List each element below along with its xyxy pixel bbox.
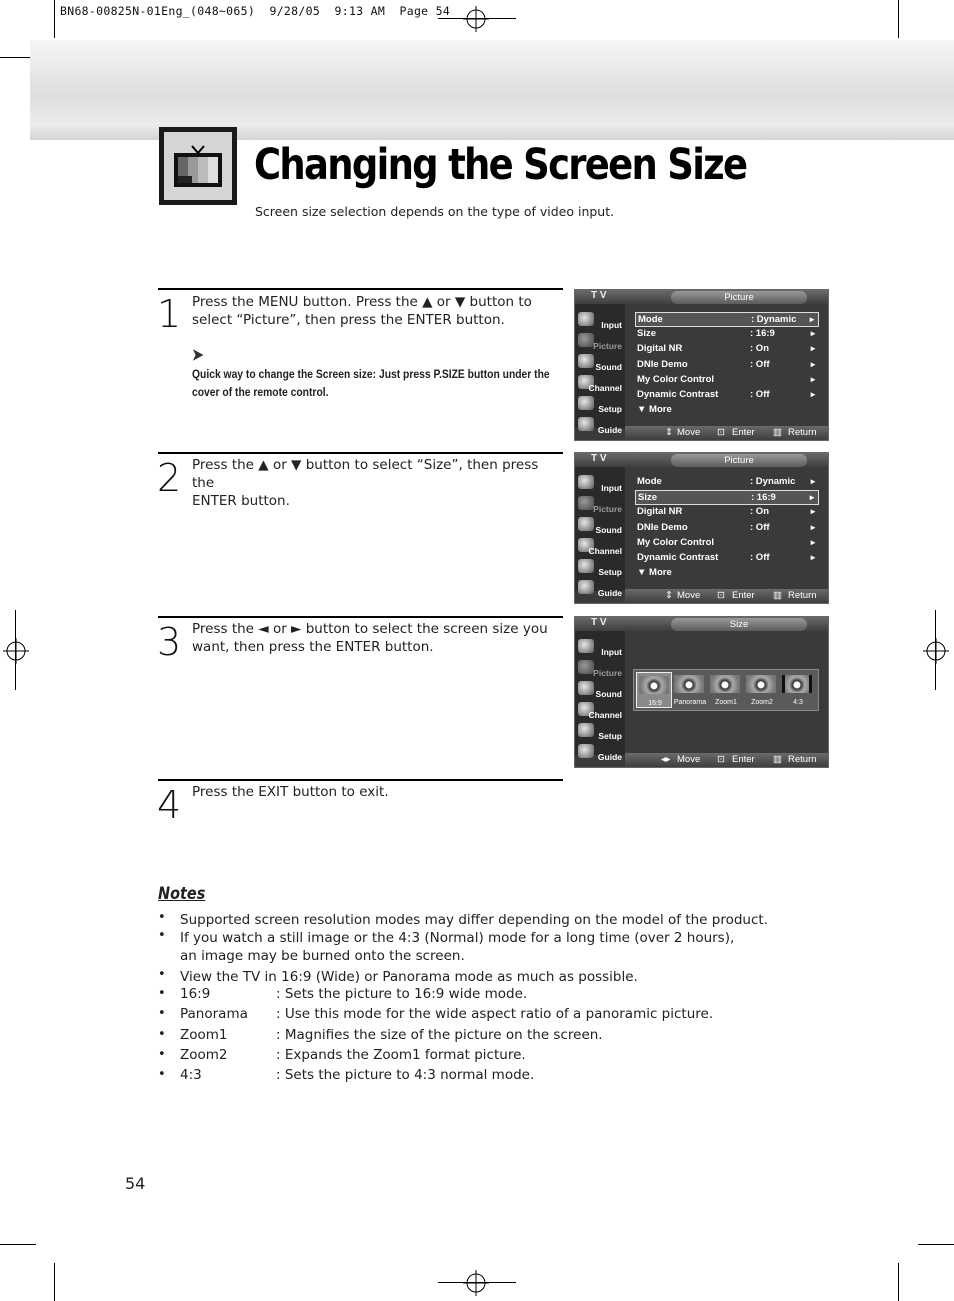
osd-picture-menu-size <box>574 452 829 604</box>
osd-side-item-sound: Sound <box>575 679 625 699</box>
tip-note <box>192 347 550 401</box>
step-line: Press the MENU button. Press the ▲ or ▼ button to <box>192 294 532 310</box>
print-header: BN68-00825N-01Eng_(048~065) 9/28/05 9:13 AM Page 54 <box>60 4 451 18</box>
updown-icon: ⇕ <box>665 590 673 601</box>
size-option-zoom1: Zoom1 <box>708 672 744 708</box>
bullet-icon: • <box>158 1067 166 1082</box>
enter-icon: ⊡ <box>717 590 725 601</box>
osd-row-mode: Mode : Dynamic ► <box>637 476 817 487</box>
return-icon: ▥ <box>773 754 782 765</box>
osd-row-my-color-control: My Color Control ► <box>637 536 817 548</box>
osd-side-item-picture: Picture <box>575 331 625 351</box>
osd-bottombar: ◂▸ Move ⊡ Enter ▥ Return <box>625 753 829 767</box>
osd-row-more: ▼ More <box>637 567 672 579</box>
osd-row-size: Size : 16:9 ► <box>635 490 819 505</box>
input-icon <box>578 639 594 653</box>
size-option-zoom2: Zoom2 <box>744 672 780 708</box>
flower-thumbnail-icon <box>746 675 776 693</box>
osd-menu-rows <box>635 475 819 581</box>
osd-side-item-setup: Setup <box>575 721 625 741</box>
step-instruction <box>192 293 560 329</box>
osd-side-item-input: Input <box>575 310 625 330</box>
osd-side-item-guide: Guide <box>575 415 625 435</box>
return-icon: ▥ <box>773 590 782 601</box>
osd-sidebar <box>575 631 625 762</box>
setup-icon <box>578 396 594 410</box>
osd-row-mode: Mode : Dynamic ► <box>635 312 819 327</box>
osd-side-item-guide: Guide <box>575 742 625 762</box>
osd-size-options <box>633 669 819 711</box>
flower-thumbnail-icon <box>710 675 740 693</box>
picture-icon <box>578 496 594 510</box>
flower-thumbnail-icon <box>674 675 704 693</box>
input-icon <box>578 312 594 326</box>
crop-mark <box>54 1263 55 1301</box>
step-instruction <box>192 620 560 656</box>
osd-menu-title: Size <box>671 618 807 631</box>
guide-icon <box>578 744 594 758</box>
guide-icon <box>578 417 594 431</box>
crop-mark <box>918 1244 954 1245</box>
registration-mark-icon <box>463 1270 489 1296</box>
step-line: Press the ◄ or ► button to select the screen size you <box>192 621 548 637</box>
page-title: Changing the Screen Size <box>254 140 747 190</box>
step-number: 1 <box>157 292 182 336</box>
registration-mark-icon <box>3 638 29 664</box>
step-divider <box>158 616 563 618</box>
page-subtitle: Screen size selection depends on the type of video input. <box>255 204 615 219</box>
step-line: ENTER button. <box>192 493 290 509</box>
osd-side-item-channel: Channel <box>575 536 625 556</box>
enter-icon: ⊡ <box>717 427 725 438</box>
bullet-icon: • <box>158 1027 166 1042</box>
osd-side-item-sound: Sound <box>575 352 625 372</box>
arrow-right-icon: ➤ <box>192 347 204 364</box>
osd-side-item-picture: Picture <box>575 494 625 514</box>
tip-line: Quick way to change the Screen size: Just press P.SIZE button under the <box>192 367 550 381</box>
osd-side-item-setup: Setup <box>575 394 625 414</box>
crop-mark <box>54 0 55 38</box>
osd-side-item-guide: Guide <box>575 578 625 598</box>
osd-tv-label: T V <box>591 290 607 301</box>
bullet-icon: • <box>158 967 166 982</box>
registration-mark-icon <box>923 638 949 664</box>
sound-icon <box>578 681 594 695</box>
osd-bottombar: ⇕ Move ⊡ Enter ▥ Return <box>625 426 829 440</box>
osd-menu-rows <box>635 312 819 418</box>
crop-mark <box>898 1263 899 1301</box>
setup-icon <box>578 723 594 737</box>
flower-thumbnail-icon <box>639 676 669 694</box>
osd-row-digital-nr: Digital NR : On ► <box>637 506 817 518</box>
step-line: want, then press the ENTER button. <box>192 639 434 655</box>
osd-tv-label: T V <box>591 453 607 464</box>
osd-side-item-input: Input <box>575 637 625 657</box>
registration-mark-icon <box>463 6 489 32</box>
leftright-icon: ◂▸ <box>661 754 671 765</box>
osd-row-dynamic-contrast: Dynamic Contrast : Off ► <box>637 551 817 563</box>
size-option-panorama: Panorama <box>672 672 708 708</box>
step-line: select “Picture”, then press the ENTER button. <box>192 312 505 328</box>
osd-sidebar <box>575 304 625 435</box>
bullet-icon: • <box>158 928 166 943</box>
osd-side-item-channel: Channel <box>575 373 625 393</box>
step-divider <box>158 288 563 290</box>
sound-icon <box>578 517 594 531</box>
step-number: 4 <box>157 783 182 827</box>
osd-bottombar: ⇕ Move ⊡ Enter ▥ Return <box>625 589 829 603</box>
bullet-icon: • <box>158 986 166 1001</box>
osd-row-size: Size : 16:9 ► <box>637 328 817 340</box>
size-option-4-3: 4:3 <box>780 672 816 708</box>
guide-icon <box>578 580 594 594</box>
sound-icon <box>578 354 594 368</box>
step-divider <box>158 452 563 454</box>
tv-icon <box>159 127 237 205</box>
input-icon <box>578 475 594 489</box>
step-instruction <box>192 456 560 510</box>
return-icon: ▥ <box>773 427 782 438</box>
updown-icon: ⇕ <box>665 427 673 438</box>
notes-title: Notes <box>158 884 206 904</box>
tip-line: cover of the remote control. <box>192 385 329 399</box>
osd-tv-label: T V <box>591 617 607 628</box>
step-instruction <box>192 783 560 801</box>
osd-sidebar <box>575 467 625 598</box>
osd-row-dnie-demo: DNIe Demo : Off ► <box>637 358 817 370</box>
osd-side-item-channel: Channel <box>575 700 625 720</box>
step-divider <box>158 779 563 781</box>
osd-row-digital-nr: Digital NR : On ► <box>637 343 817 355</box>
bullet-icon: • <box>158 1047 166 1062</box>
osd-side-item-picture: Picture <box>575 658 625 678</box>
osd-row-dynamic-contrast: Dynamic Contrast : Off ► <box>637 388 817 400</box>
step-number: 3 <box>157 620 182 664</box>
page-number: 54 <box>125 1174 146 1193</box>
picture-icon <box>578 660 594 674</box>
osd-picture-menu-mode <box>574 289 829 441</box>
step-line: Press the ▲ or ▼ button to select “Size”, then press the <box>192 457 539 491</box>
osd-menu-title: Picture <box>671 454 807 467</box>
bullet-icon: • <box>158 910 166 925</box>
header-band <box>30 40 954 140</box>
picture-icon <box>578 333 594 347</box>
crop-mark <box>898 0 899 38</box>
osd-side-item-sound: Sound <box>575 515 625 535</box>
osd-row-more: ▼ More <box>637 404 672 416</box>
osd-side-item-setup: Setup <box>575 557 625 577</box>
flower-thumbnail-icon <box>782 675 812 693</box>
osd-row-dnie-demo: DNIe Demo : Off ► <box>637 521 817 533</box>
crop-mark <box>0 1244 36 1245</box>
step-line: Press the EXIT button to exit. <box>192 784 389 800</box>
size-option-16-9: 16:9 <box>636 672 672 708</box>
osd-size-menu <box>574 616 829 768</box>
setup-icon <box>578 559 594 573</box>
osd-side-item-input: Input <box>575 473 625 493</box>
step-number: 2 <box>157 456 182 500</box>
enter-icon: ⊡ <box>717 754 725 765</box>
osd-menu-title: Picture <box>671 291 807 304</box>
bullet-icon: • <box>158 1006 166 1021</box>
osd-row-my-color-control: My Color Control ► <box>637 373 817 385</box>
